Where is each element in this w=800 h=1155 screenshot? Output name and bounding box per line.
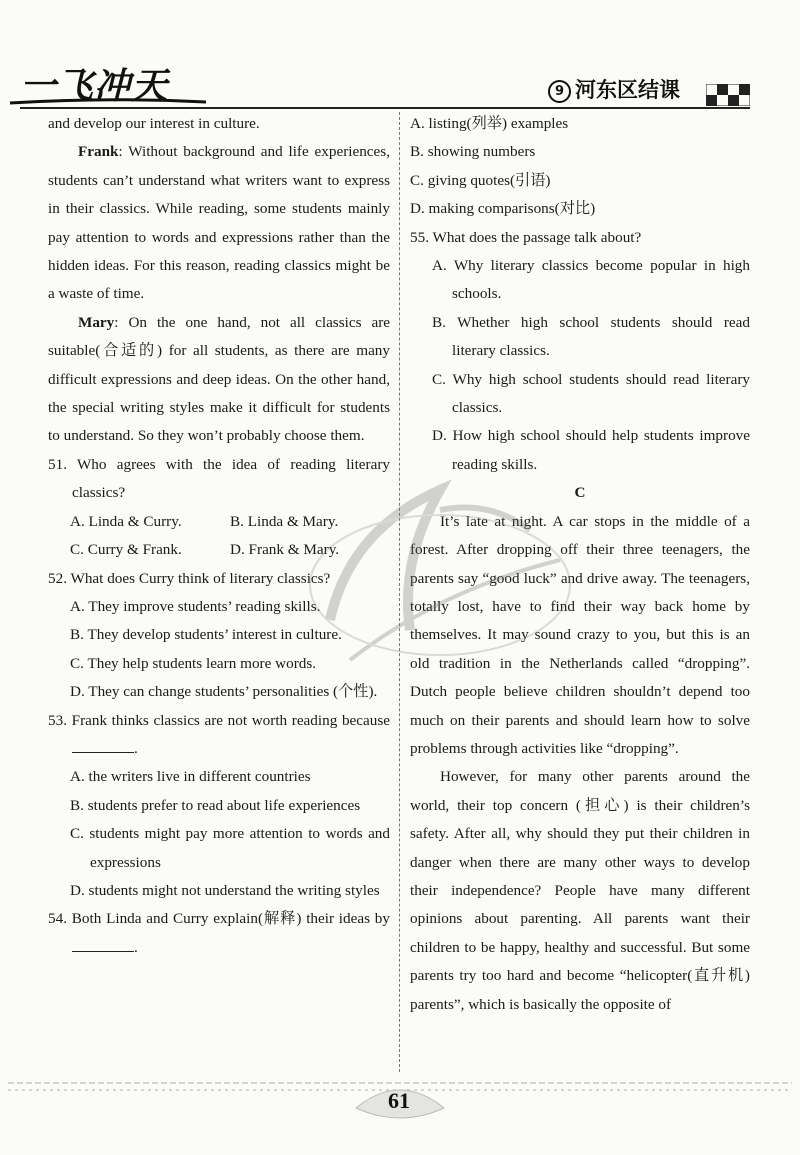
series-name: 河东区结课 [575, 78, 680, 102]
option-55a: A. Why literary classics become popular in high schools. [432, 257, 750, 303]
option-54a: A. listing(列举) examples [410, 115, 569, 132]
speaker-mary: Mary [78, 313, 115, 331]
question-54-text: 54. Both Linda and Curry explain(解释) their ideas by [48, 910, 390, 928]
option-51b: B. Linda & Mary. [230, 512, 339, 530]
question-53-end: . [134, 739, 138, 757]
options-51-cd [48, 536, 390, 564]
frank-paragraph [48, 138, 390, 308]
question-51: 51. Who agrees with the idea of reading literary classics? [48, 455, 390, 502]
question-53 [48, 707, 390, 764]
frank-text: : Without background and life experiences, students can’t understand what writers want to express in their classics. While reading, some students mainly pay attention to words and expressions rather than the hidden ideas. For this reason, reading classics might be a waste of time. [48, 143, 390, 303]
mary-paragraph [48, 309, 390, 451]
answer-blank-53 [72, 738, 134, 753]
option-52c: C. They help students learn more words. [70, 654, 317, 672]
question-53-text: 53. Frank thinks classics are not worth reading because [48, 711, 390, 729]
question-54 [48, 905, 390, 962]
series-number: 9 [548, 80, 571, 103]
option-53c: C. students might pay more attention to words and expressions [70, 825, 390, 871]
option-52a: A. They improve students’ reading skills. [70, 597, 321, 615]
option-54d: D. making comparisons(对比) [410, 200, 596, 218]
brand-title: 一飞冲天 [20, 66, 169, 107]
option-51d: D. Frank & Mary. [230, 541, 340, 559]
option-54b: B. showing numbers [410, 143, 536, 161]
option-55c: C. Why high school students should read literary classics. [432, 370, 750, 417]
page-header [0, 0, 800, 110]
passage-c-paragraph-2: However, for many other parents around the world, their top concern (担心) is their children’s safety. After all, why should they put their children in danger when there are many other ways to develop their independence? People have many different opinions about parenting. All parents want their children to be happy, healthy and successful. But some parents try too hard and become “helicopter(直升机) parents”, which is basically the opposite of [410, 768, 750, 1013]
passage-c-paragraph-1: It’s late at night. A car stops in the middle of a forest. After dropping off their three teenagers, the parents say “good luck” and drive away. The teenagers, totally lost, have to find their way back home by themselves. It may sound crazy to you, but this is an old tradition in the Netherlands called “dropping”. Dutch people believe children shouldn’t depend too much on their parents and should learn how to solve problems through activities like “dropping”. [410, 512, 750, 757]
answer-blank-54 [72, 937, 134, 952]
option-52b: B. They develop students’ interest in culture. [70, 626, 342, 644]
question-55: 55. What does the passage talk about? [410, 228, 642, 246]
option-55b: B. Whether high school students should read literary classics. [432, 313, 750, 360]
option-51a: A. Linda & Curry. [70, 512, 182, 530]
option-53b: B. students prefer to read about life experiences [70, 796, 361, 814]
speaker-frank: Frank [78, 143, 119, 161]
option-53a: A. the writers live in different countries [70, 768, 311, 786]
option-53d: D. students might not understand the writing styles [70, 881, 380, 899]
option-55d: D. How high school should help students improve reading skills. [432, 427, 750, 473]
page-number: 61 [388, 1088, 410, 1113]
mary-text: : On the one hand, not all classics are suitable(合适的) for all students, as there are many difficult expressions and deep ideas. On the other hand, the special writing styles make it difficult for students to understand. So they won’t probably choose them. [48, 313, 390, 445]
question-52: 52. What does Curry think of literary classics? [48, 569, 331, 587]
checker-pattern-icon [706, 84, 750, 106]
series-label [548, 74, 680, 104]
section-heading-c: C [574, 484, 586, 502]
brand-swoosh-icon [8, 97, 208, 107]
options-51-ab [48, 508, 390, 536]
option-54c: C. giving quotes(引语) [410, 171, 551, 189]
header-rule [20, 107, 750, 109]
option-52d: D. They can change students’ personalities (个性). [70, 683, 378, 701]
question-54-end: . [134, 938, 138, 956]
option-51c: C. Curry & Frank. [70, 541, 182, 559]
column-divider [399, 112, 400, 1072]
right-column [410, 110, 750, 1019]
continued-text: and develop our interest in culture. [48, 115, 260, 132]
left-column [48, 110, 390, 962]
